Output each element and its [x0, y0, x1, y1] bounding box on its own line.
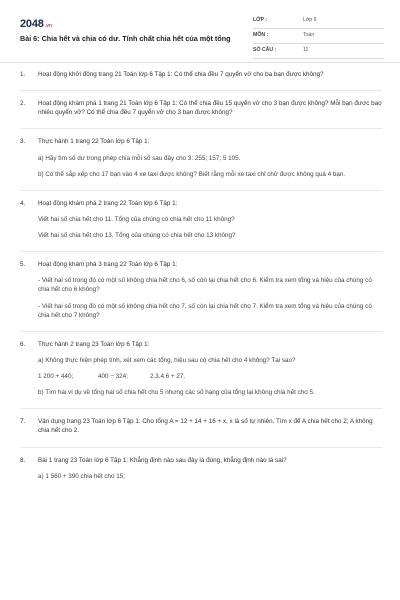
- question-text: Hoạt động khởi động trang 21 Toán lớp 6 Tập 1: Có thể chia đều 7 quyển vở cho ba bạn được không?: [38, 71, 324, 78]
- question-item: [20, 260, 382, 332]
- question-number: 6.: [20, 340, 26, 348]
- meta-label: SỐ CÂU :: [253, 47, 277, 53]
- question-number: 8.: [20, 456, 26, 464]
- meta-label: LỚP :: [253, 17, 268, 23]
- question-subpart: b) Tìm hai ví dụ về tổng hai số chia hết cho 5 nhưng các số hạng của tổng lại không chia hết cho 5.: [38, 389, 315, 397]
- question-item: [20, 199, 382, 252]
- site-logo[interactable]: [20, 17, 52, 33]
- meta-row-class: [253, 16, 384, 29]
- logo-suffix: .vn: [44, 23, 53, 29]
- expression: 1 200 + 440;: [38, 373, 74, 380]
- question-item: [20, 99, 382, 129]
- question-text: Vận dụng trang 23 Toán lớp 6 Tập 1: Cho tổng A = 12 + 14 + 16 + x, x là số tự nhiên. Tìm x để A chia hết cho 2; A không chia hết cho 2.: [38, 418, 373, 435]
- lesson-title: Bài 6: Chia hết và chia có dư. Tính chất chia hết của một tổng: [20, 34, 231, 43]
- meta-value: Lớp 6: [303, 17, 317, 23]
- question-text: Hoạt động khám phá 3 trang 22 Toán lớp 6 Tập 1:: [38, 261, 178, 269]
- worksheet-header: [20, 10, 384, 58]
- question-number: 5.: [20, 261, 26, 269]
- question-item: [20, 417, 382, 447]
- question-number: 2.: [20, 100, 26, 108]
- question-text: Hoạt động khám phá 2 trang 22 Toán lớp 6 Tập 1:: [38, 199, 178, 207]
- question-subpart: a) 1 560 + 390 chia hết cho 15;: [38, 472, 125, 480]
- expression: 2.3.4.6 + 27.: [150, 373, 186, 380]
- meta-row-count: [253, 46, 384, 59]
- header-divider: [0, 62, 400, 63]
- expression: 400 − 324;: [98, 373, 128, 380]
- question-subpart: a) Hãy tìm số dư trong phép chia mỗi số sau đây cho 3: 255; 157; 5 105.: [38, 154, 241, 162]
- question-text: Hoạt động khám phá 1 trang 21 Toán lớp 6 Tập 1: Có thể chia đều 15 quyển vở cho 3 bạn được không? Mỗi bạn được bao nhiêu quyển vở? Có thể chia đều 7 quyển vở cho 3 bạn được không?: [38, 100, 382, 117]
- meta-panel: [253, 16, 384, 61]
- question-subpart: a) Không thực hiện phép tính, xét xem các tổng, hiệu sau có chia hết cho 4 không? Tại sao?: [38, 356, 296, 364]
- expression-list: [38, 372, 382, 381]
- question-item: [20, 70, 382, 91]
- meta-value: Toán: [303, 32, 315, 38]
- question-item: [20, 340, 382, 410]
- question-item: [20, 456, 382, 492]
- question-text: Thực hành 1 trang 22 Toán lớp 6 Tập 1:: [38, 138, 150, 146]
- question-text: Bài 1 trang 23 Toán lớp 6 Tập 1: Khẳng định nào sau đây là đúng, khẳng định nào là sai?: [38, 456, 287, 464]
- question-subpart: - Viết hai số trong đó có một số không chia hết cho 7, số còn lại chia hết cho 7. Kiểm tra xem tổng và hiệu của chúng có chia hết cho 7 không?: [38, 302, 372, 319]
- question-list: [20, 70, 382, 500]
- logo-text: 2048: [20, 18, 44, 30]
- meta-label: MÔN :: [253, 32, 269, 38]
- question-subpart: Viết hai số chia hết cho 13. Tổng của chúng có chia hết cho 13 không?: [38, 232, 236, 239]
- question-number: 7.: [20, 418, 26, 426]
- question-text: Thực hành 2 trang 23 Toán lớp 6 Tập 1:: [38, 340, 150, 348]
- meta-row-subject: [253, 31, 384, 44]
- question-subpart: - Viết hai số trong đó có một số không chia hết cho 6, số còn lại chia hết cho 6. Kiểm tra xem tổng và hiệu của chúng có chia hết cho 6 không?: [38, 277, 372, 294]
- question-number: 3.: [20, 138, 26, 146]
- question-number: 4.: [20, 199, 26, 207]
- question-number: 1.: [20, 71, 26, 78]
- question-item: [20, 137, 382, 190]
- meta-value: 11: [303, 47, 309, 53]
- question-subpart: b) Có thể sắp xếp cho 17 bạn vào 4 xe taxi được không? Biết rằng mỗi xe taxi chỉ chở được không quá 4 bạn.: [38, 170, 346, 178]
- question-subpart: Viết hai số chia hết cho 11. Tổng của chúng có chia hết cho 11 không?: [38, 215, 235, 223]
